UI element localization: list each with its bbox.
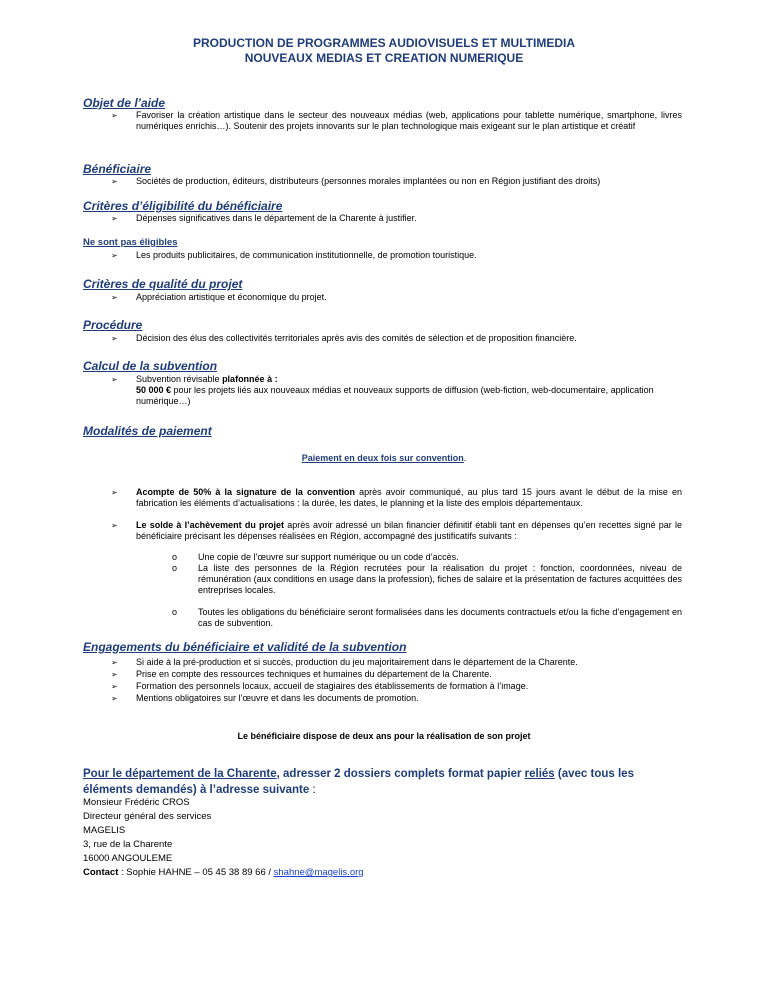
eligibilite-item: ➢ Dépenses significatives dans le département de la Charente à justifier. [111,213,417,223]
address-line: 3, rue de la Charente [83,839,173,850]
engagement-item: ➢ Formation des personnels locaux, accueil de stagiaires des établissements de formation à l’image. [111,681,529,691]
address-intro: Pour le département de la Charente, adresser 2 dossiers complets format papier reliés (avec tous les éléments demandés) à l’adresse suivante : [83,768,634,796]
beneficiaire-item: ➢ Sociétés de production, éditeurs, distributeurs (personnes morales implantées ou non en Région justifiant des droits) [111,176,601,186]
modalites-sub-item: o Toutes les obligations du bénéficiaire seront formalisées dans les documents contractuels et/ou la fiche d’engagement en cas de subvention. [172,607,682,628]
non-eligible-item: ➢ Les produits publicitaires, de communication institutionnelle, de promotion touristique. [111,250,477,260]
section-heading-objet: Objet de l’aide [83,96,166,110]
qualite-item: ➢ Appréciation artistique et économique du projet. [111,292,327,302]
arrow-bullet-icon: ➢ [111,214,118,223]
engagement-item: ➢ Prise en compte des ressources techniques et humaines du département de la Charente. [111,669,492,679]
arrow-bullet-icon: ➢ [111,521,118,530]
engagement-item: ➢ Mentions obligatoires sur l’œuvre et dans les documents de promotion. [111,693,419,703]
title-line-2: NOUVEAUX MEDIAS ET CREATION NUMERIQUE [244,51,524,65]
address-line: Directeur général des services [83,811,212,822]
section-heading-calcul: Calcul de la subvention [83,359,218,373]
arrow-bullet-icon: ➢ [111,375,118,384]
modalites-sub-item: o Une copie de l’œuvre sur support numérique ou un code d’accès. [172,552,459,562]
arrow-bullet-icon: ➢ [111,670,118,679]
modalites-item-2: ➢ Le solde à l’achèvement du projet après avoir adressé un bilan financier définitif établi tant en dépenses qu’en recettes signé par le bénéficiaire précisant les dépenses réalisées en Région, accompagné des justificatifs suivants : [111,520,682,541]
section-heading-modalites: Modalités de paiement [83,424,212,438]
title-line-1: PRODUCTION DE PROGRAMMES AUDIOVISUELS ET MULTIMEDIA [192,36,575,50]
payment-center-text: Paiement en deux fois sur convention. [301,453,467,463]
objet-item: ➢ Favoriser la création artistique dans le secteur des nouveaux médias (web, applications pour tablette numérique, smartphone, livres numériques enrichis…). Soutenir des projets innovants sur le plan technologique mais exigeant sur le plan artistique et créatif [111,110,682,131]
arrow-bullet-icon: ➢ [111,251,118,260]
procedure-item: ➢ Décision des élus des collectivités territoriales après avis des comités de sélection et de proposition financière. [111,333,577,343]
arrow-bullet-icon: ➢ [111,293,118,302]
contact-email-link[interactable]: shahne@magelis.org [273,867,364,878]
section-heading-beneficiaire: Bénéficiaire [83,162,152,176]
contact-line: Contact : Sophie HAHNE – 05 45 38 89 66 / shahne@magelis.org [83,867,364,878]
address-line: 16000 ANGOULEME [83,853,173,864]
address-line: MAGELIS [83,825,126,836]
arrow-bullet-icon: ➢ [111,658,118,667]
engagement-item: ➢ Si aide à la pré-production et si succès, production du jeu majoritairement dans le département de la Charente. [111,657,578,667]
arrow-bullet-icon: ➢ [111,488,118,497]
non-eligible-heading: Ne sont pas éligibles [83,237,178,248]
modalites-item-1: ➢ Acompte de 50% à la signature de la convention après avoir communiqué, au plus tard 15 jours avant le début de la mise en fabrication les éléments d’actualisations : la durée, les dates, le planning et la liste des emplois départementaux. [111,487,682,508]
arrow-bullet-icon: ➢ [111,334,118,343]
address-line: Monsieur Frédéric CROS [83,797,190,808]
amount-value: 50 000 € [136,385,172,395]
deadline-note: Le bénéficiaire dispose de deux ans pour la réalisation de son projet [237,731,531,741]
modalites-sub-item: o La liste des personnes de la Région recrutées pour la réalisation du projet : fonction, coordonnées, niveau de rémunération (aux conditions en usage dans la profession), fiches de salaire et la présentation de factures acquittées des entreprises locales. [172,563,682,595]
circle-bullet-icon: o [172,607,178,617]
circle-bullet-icon: o [172,563,178,573]
section-heading-procedure: Procédure [83,318,143,332]
arrow-bullet-icon: ➢ [111,177,118,186]
section-heading-engagements: Engagements du bénéficiaire et validité de la subvention [83,640,407,654]
calcul-item: ➢ Subvention révisable plafonnée à : 50 000 € pour les projets liés aux nouveaux médias et nouveaux supports de diffusion (web-fiction, web-documentaire, application numérique…) [111,374,654,406]
arrow-bullet-icon: ➢ [111,682,118,691]
circle-bullet-icon: o [172,552,178,562]
section-heading-qualite: Critères de qualité du projet [83,277,243,291]
arrow-bullet-icon: ➢ [111,111,118,120]
arrow-bullet-icon: ➢ [111,694,118,703]
section-heading-eligibilite: Critères d’éligibilité du bénéficiaire [83,199,283,213]
